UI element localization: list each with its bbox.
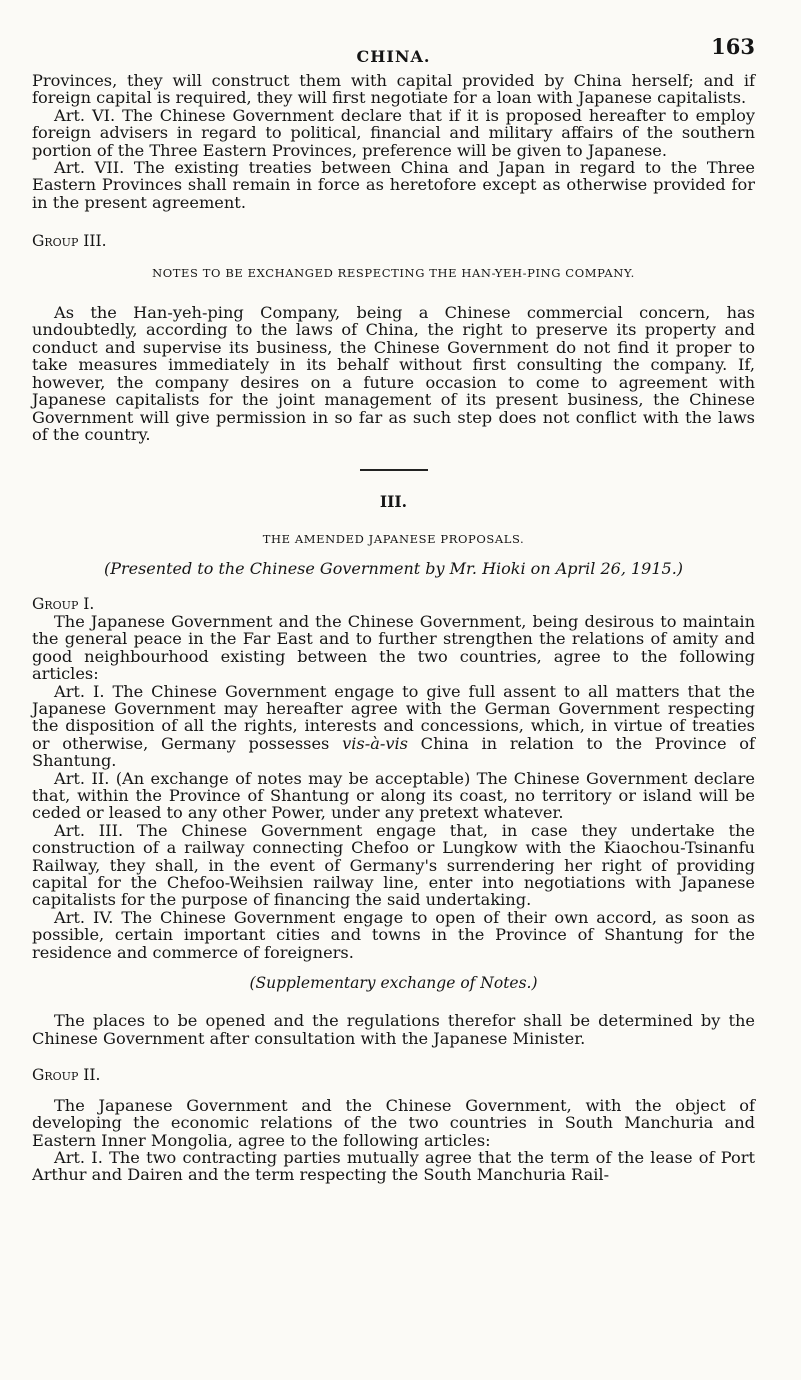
notes-heading: NOTES TO BE EXCHANGED RESPECTING THE HAN-YEH-PING COMPANY. — [152, 265, 635, 280]
paragraph-art-iii: Art. III. The Chinese Government engage that, in case they undertake the construction of a railway connecting Chefoo or Lungkow with the Kiaochou-Tsinanfu Railway, they shall, in the event of Germany's surrendering her right of providing capital for the Chefoo-Weihsien railway line, enter into negotiations with Japanese capitalists for the purpose of financing the said undertaking. — [32, 820, 755, 910]
paragraph-han-yeh-ping: As the Han-yeh-ping Company, being a Chinese commercial concern, has undoubtedly, according to the laws of China, the right to preserve its property and conduct and supervise its business, the Chinese Government do not find it proper to take measures immediately in its behalf without first consulting the company. If, however, the company desires on a future occasion to come to agreement with Japanese capitalists for the joint management of its present business, the Chinese Government will give permission in so far as such step does not conflict with the laws of the country. — [32, 303, 755, 444]
section-heading: THE AMENDED JAPANESE PROPOSALS. — [262, 531, 525, 546]
page-number: 163 — [711, 34, 755, 59]
section-number: III. — [379, 492, 408, 512]
running-title: CHINA. — [356, 47, 431, 66]
paragraph-art-vii: Art. VII. The existing treaties between China and Japan in regard to the Three Eastern Provinces shall remain in force as heretofore except as otherwise provided for in the present agreement. — [32, 158, 755, 212]
paragraph-group-ii-intro: The Japanese Government and the Chinese Government, with the object of developing the economic relations of the two countries in South Manchuria and Eastern Inner Mongolia, agree to the following articles: — [32, 1095, 755, 1150]
paragraph-art-vi: Art. VI. The Chinese Government declare that if it is proposed hereafter to employ foreign advisers in regard to political, financial and military affairs of the southern portion of the Three Eastern Provinces, preference will be given to Japanese. — [32, 105, 755, 160]
paragraph-art-iv: Art. IV. The Chinese Government engage to open of their own accord, as soon as possible, certain important cities and towns in the Province of Shantung for the residence and commerce of foreigners. — [32, 907, 755, 962]
art-i-text: Art. I. The Chinese Government engage to give full assent to all matters that the Japanese Government may hereafter agree with the German Government respecting the disposition of all the rights, interests and concessions, which, in virtue of treaties or otherwise, Germany possesses — [32, 681, 755, 753]
group-iii-heading: Group III. — [32, 232, 107, 251]
art-i-italic: vis-à-vis — [342, 733, 408, 753]
paragraph-group-ii-art-i: Art. I. The two contracting parties mutually agree that the term of the lease of Port Arthur and Dairen and the term respecting the South Manchuria Rail- — [32, 1147, 755, 1185]
paragraph-art-ii: Art. II. (An exchange of notes may be acceptable) The Chinese Government declare that, within the Province of Shantung or along its coast, no territory or island will be ceded or leased to any other Power, under any pretext whatever. — [32, 768, 755, 823]
paragraph-group-i-intro: The Japanese Government and the Chinese Government, being desirous to maintain the general peace in the Far East and to further strengthen the relations of amity and good neighbourhood existing between the two countries, agree to the following articles: — [32, 611, 755, 684]
paragraph-art-i — [32, 683, 755, 770]
presented-note: (Presented to the Chinese Government by Mr. Hioki on April 26, 1915.) — [103, 559, 684, 579]
group-i-heading: Group I. — [32, 594, 95, 613]
running-head — [32, 32, 755, 72]
section-divider — [360, 469, 428, 471]
art-i-text-end: China in relation to the Province of Shantung. — [32, 733, 756, 771]
supplementary-note-heading: (Supplementary exchange of Notes.) — [249, 974, 538, 993]
paragraph-provinces: Provinces, they will construct them with capital provided by China herself; and if foreign capital is required, they will first negotiate for a loan with Japanese capitalists. — [32, 71, 755, 108]
paragraph-supplementary: The places to be opened and the regulations therefor shall be determined by the Chinese Government after consultation with the Japanese Minister. — [32, 1011, 755, 1048]
group-ii-heading: Group II. — [32, 1066, 101, 1085]
